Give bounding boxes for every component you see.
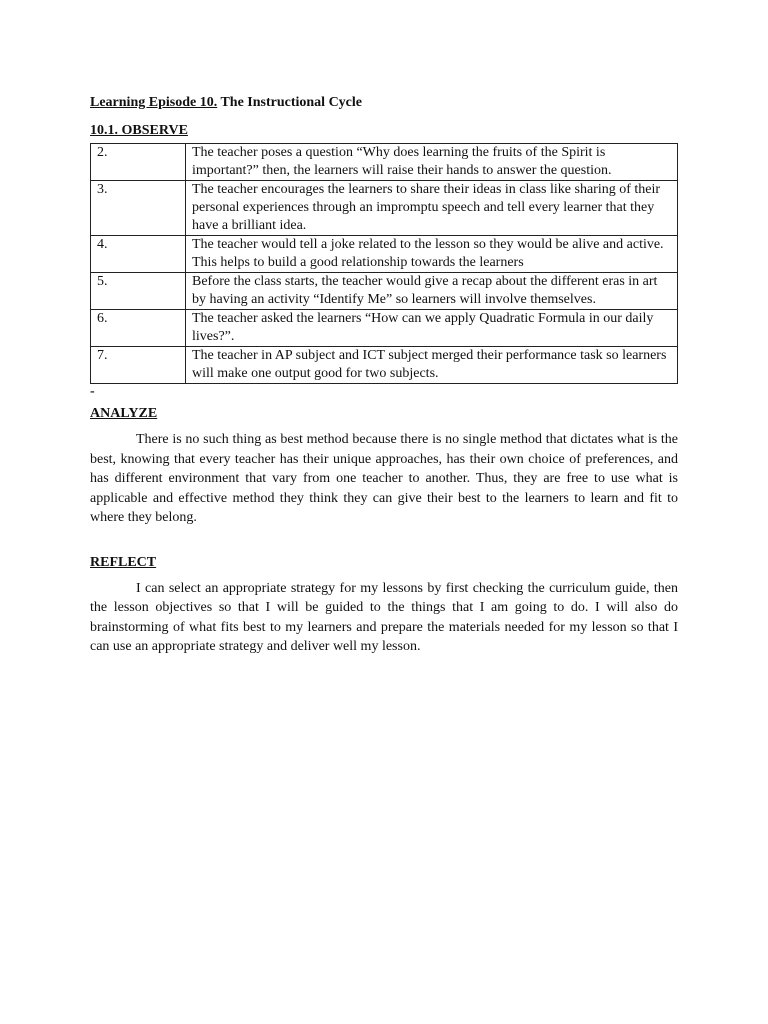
row-observation: Before the class starts, the teacher would give a recap about the different eras in art by having an activity “Identify Me” so learners will involve themselves.	[186, 273, 678, 310]
row-number: 5.	[91, 273, 186, 310]
row-observation: The teacher encourages the learners to share their ideas in class like sharing of their personal experiences through an impromptu speech and tell every learner that they have a brilliant idea.	[186, 181, 678, 236]
table-row	[91, 273, 678, 310]
row-number: 7.	[91, 347, 186, 384]
table-row	[91, 236, 678, 273]
document-page	[90, 94, 678, 657]
table-row	[91, 347, 678, 384]
analyze-paragraph: There is no such thing as best method because there is no single method that dictates what is the best, knowing that every teacher has their unique approaches, has their own choice of preferences, and has different environment that vary from one teacher to another. Thus, they are free to use what is applicable and effective method they think they can give their best to the learners to learn and fit to where they belong.	[90, 432, 678, 525]
episode-title: The Instructional Cycle	[217, 95, 363, 110]
row-number: 3.	[91, 181, 186, 236]
row-observation: The teacher asked the learners “How can we apply Quadratic Formula in our daily lives?”.	[186, 310, 678, 347]
reflect-heading: REFLECT	[90, 554, 157, 570]
row-observation: The teacher would tell a joke related to the lesson so they would be alive and active. This helps to build a good relationship towards the learners	[186, 236, 678, 273]
episode-heading	[90, 94, 678, 112]
row-observation: The teacher poses a question “Why does learning the fruits of the Spirit is important?” then, the learners will raise their hands to answer the question.	[186, 144, 678, 181]
section-separator: -	[90, 384, 95, 399]
observe-table-body	[91, 144, 678, 384]
episode-label: Learning Episode 10.	[90, 95, 218, 110]
analyze-heading: ANALYZE	[90, 406, 158, 421]
row-number: 4.	[91, 236, 186, 273]
table-row	[91, 181, 678, 236]
row-observation: The teacher in AP subject and ICT subject merged their performance task so learners will make one output good for two subjects.	[186, 347, 678, 384]
reflect-paragraph: I can select an appropriate strategy for my lessons by first checking the curriculum guide, then the lesson objectives so that I will be guided to the things that I am going to do. I will also do brainstorming of what fits best to my learners and prepare the materials needed for my lesson so that I can use an appropriate strategy and deliver well my lesson.	[90, 580, 678, 654]
table-row	[91, 310, 678, 347]
observe-heading: 10.1. OBSERVE	[90, 123, 188, 138]
observe-table	[90, 143, 678, 384]
row-number: 2.	[91, 144, 186, 181]
table-row	[91, 144, 678, 181]
row-number: 6.	[91, 310, 186, 347]
